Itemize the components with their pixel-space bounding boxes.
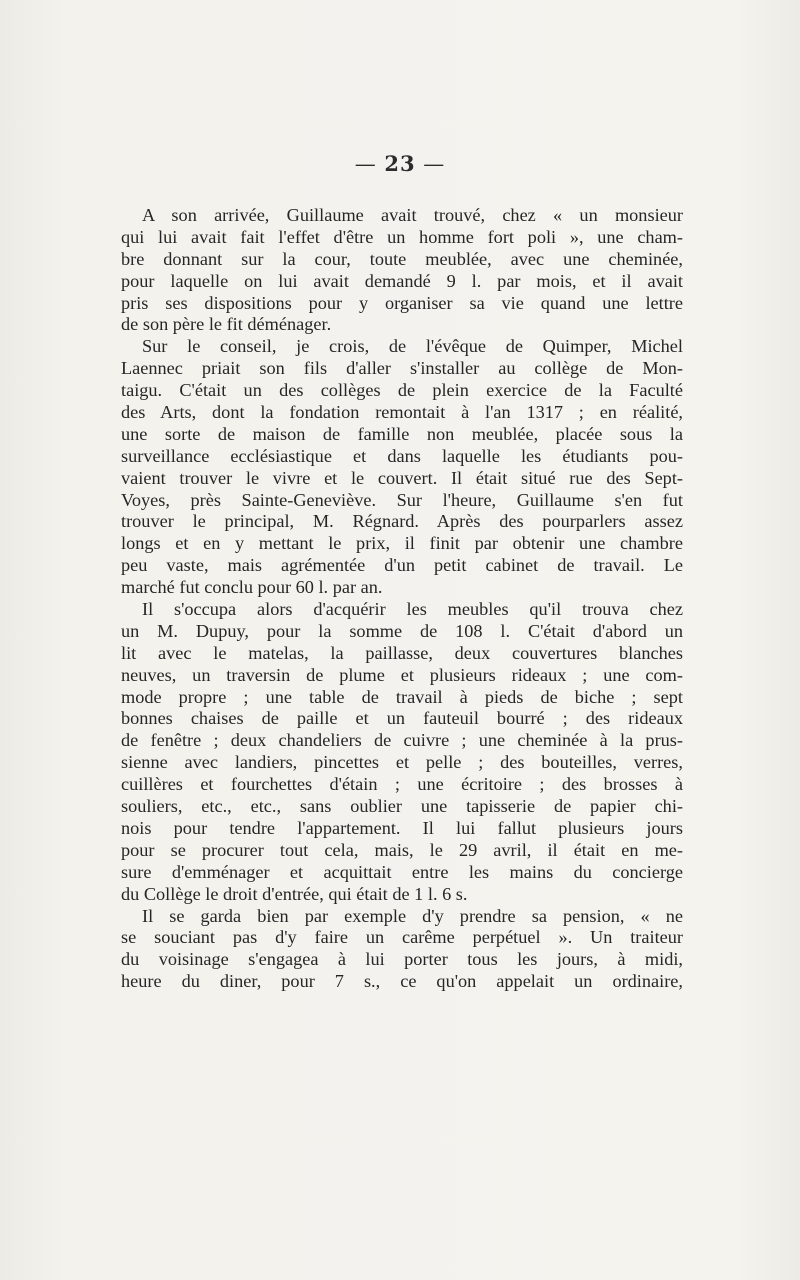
text-line: une sorte de maison de famille non meublée, placée sous la	[121, 423, 683, 444]
text-line: pris ses dispositions pour y organiser sa vie quand une lettre	[121, 292, 683, 313]
text-line: du Collège le droit d'entrée, qui était de 1 l. 6 s.	[121, 883, 468, 904]
text-line: souliers, etc., etc., sans oublier une tapisserie de papier chi-	[121, 796, 683, 817]
text-line: A son arrivée, Guillaume avait trouvé, chez « un monsieur	[142, 205, 683, 225]
text-line: Il s'occupa alors d'acquérir les meubles qu'il trouva chez	[142, 599, 683, 620]
text-line: de son père le fit déménager.	[121, 314, 332, 335]
text-line: de fenêtre ; deux chandeliers de cuivre ; une cheminée à la prus-	[121, 730, 683, 751]
text-line: du voisinage s'engagea à lui porter tous les jours, à midi,	[121, 949, 683, 970]
text-line: marché fut conclu pour 60 l. par an.	[121, 577, 383, 598]
text-line: se souciant pas d'y faire un carême perpétuel ». Un traiteur	[121, 927, 683, 948]
text-line: pour laquelle on lui avait demandé 9 l. par mois, et il avait	[121, 270, 683, 291]
text-line: Voyes, près Sainte-Geneviève. Sur l'heure, Guillaume s'en fut	[121, 489, 683, 510]
text-line: cuillères et fourchettes d'étain ; une écritoire ; des brosses à	[121, 774, 683, 795]
paragraph-pension	[121, 906, 683, 994]
text-line: lit avec le matelas, la paillasse, deux couvertures blanches	[121, 642, 683, 663]
paragraph-arrival	[121, 205, 683, 336]
text-line: sienne avec landiers, pincettes et pelle ; des bouteilles, verres,	[121, 752, 683, 773]
text-line: sure d'emménager et acquittait entre les mains du concierge	[121, 861, 683, 882]
text-line: trouver le principal, M. Régnard. Après des pourparlers assez	[121, 511, 683, 532]
text-line: bre donnant sur la cour, toute meublée, avec une cheminée,	[121, 248, 683, 269]
text-line: Sur le conseil, je crois, de l'évêque de Quimper, Michel	[142, 336, 683, 357]
text-line: des Arts, dont la fondation remontait à l'an 1317 ; en réalité,	[121, 402, 683, 423]
text-line: heure du diner, pour 7 s., ce qu'on appelait un ordinaire,	[121, 971, 683, 992]
page-number-dash-left: —	[354, 152, 377, 176]
paragraph-furniture	[121, 599, 683, 905]
body-text	[121, 205, 683, 993]
text-line: peu vaste, mais agrémentée d'un petit cabinet de travail. Le	[121, 555, 683, 576]
paragraph-montaigu	[121, 336, 683, 599]
text-line: pour se procurer tout cela, mais, le 29 avril, il était en me-	[121, 839, 683, 860]
text-line: nois pour tendre l'appartement. Il lui fallut plusieurs jours	[121, 817, 683, 838]
page-number: 23	[384, 151, 416, 176]
text-line: un M. Dupuy, pour la somme de 108 l. C'était d'abord un	[121, 620, 683, 641]
text-line: vaient trouver le vivre et le couvert. Il était situé rue des Sept-	[121, 467, 683, 488]
text-line: Laennec priait son fils d'aller s'installer au collège de Mon-	[121, 358, 683, 379]
text-line: taigu. C'était un des collèges de plein exercice de la Faculté	[121, 380, 683, 401]
text-line: bonnes chaises de paille et un fauteuil bourré ; des rideaux	[121, 708, 683, 729]
text-line: surveillance ecclésiastique et dans laquelle les étudiants pou-	[121, 445, 683, 466]
text-line: Il se garda bien par exemple d'y prendre sa pension, « ne	[142, 905, 683, 926]
page-number-dash-right: —	[423, 152, 446, 176]
page-number-header	[0, 151, 800, 176]
text-line: mode propre ; une table de travail à pieds de biche ; sept	[121, 686, 683, 707]
text-line: longs et en y mettant le prix, il finit par obtenir une chambre	[121, 533, 683, 554]
text-line: neuves, un traversin de plume et plusieurs rideaux ; une com-	[121, 664, 683, 685]
text-line: qui lui avait fait l'effet d'être un homme fort poli », une cham-	[121, 226, 683, 247]
